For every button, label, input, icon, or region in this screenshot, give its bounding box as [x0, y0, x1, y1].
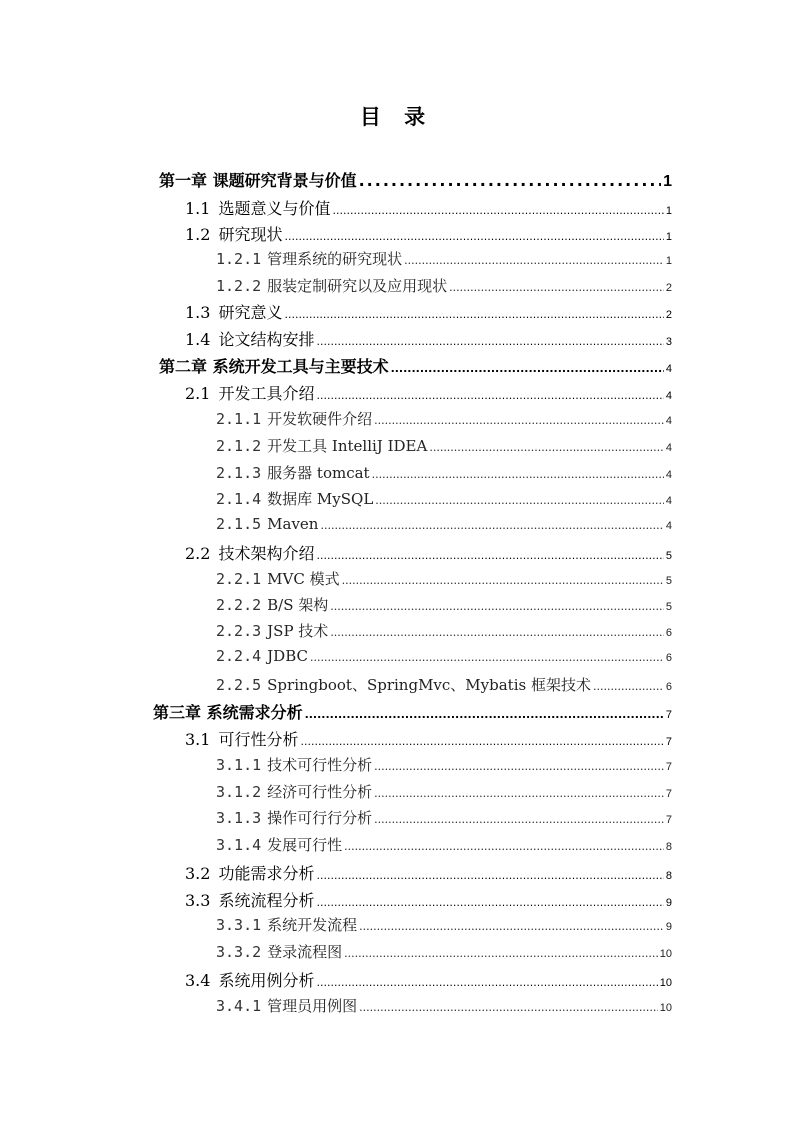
toc-page-number: 2: [665, 282, 672, 294]
toc-entry-label: [216, 594, 328, 615]
toc-subsection-entry[interactable]: [216, 488, 672, 509]
toc-entry-label: [185, 196, 330, 219]
toc-entry-title: 研究现状: [218, 225, 283, 244]
toc-entry-label: [216, 941, 342, 962]
toc-entry-number: 3.1.1: [216, 756, 262, 774]
toc-page-number: 9: [665, 921, 672, 933]
toc-entry-label: [216, 647, 308, 665]
toc-entry-title: 开发工具 IntelliJ IDEA: [267, 437, 428, 455]
toc-page-number: 1: [663, 173, 672, 190]
toc-entry-title: MVC 模式: [267, 570, 340, 588]
toc-entry-title: 第三章 系统需求分析: [153, 703, 303, 722]
toc-entry-number: 1.3: [185, 303, 211, 322]
toc-chapter-entry[interactable]: [159, 354, 672, 377]
toc-entry-number: 2.1: [185, 384, 211, 403]
toc-entry-label: [216, 995, 357, 1016]
toc-entry-title: 研究意义: [218, 303, 283, 322]
toc-entry-number: 3.3: [185, 891, 211, 910]
toc-page-number: 1: [665, 231, 672, 243]
toc-subsection-entry[interactable]: [216, 674, 672, 695]
toc-leader-dots: [330, 626, 664, 639]
toc-entry-number: 3.1.4: [216, 836, 262, 854]
toc-entry-label: [159, 168, 357, 191]
toc-entry-label: [185, 300, 282, 323]
toc-entry-label: [185, 968, 314, 991]
toc-entry-title: 服装定制研究以及应用现状: [267, 277, 448, 295]
toc-page-number: 7: [665, 814, 672, 826]
toc-entry-label: [216, 674, 591, 695]
toc-section-entry[interactable]: [185, 968, 672, 991]
toc-leader-dots: [344, 947, 658, 960]
toc-entry-number: 2.2.5: [216, 676, 262, 694]
toc-entry-title: 登录流程图: [267, 943, 343, 961]
toc-entry-title: 操作可行行分析: [267, 809, 373, 827]
toc-subsection-entry[interactable]: [216, 647, 672, 665]
toc-leader-dots: [404, 254, 664, 267]
toc-page-number: 1: [665, 205, 672, 217]
toc-leader-dots: [342, 574, 664, 587]
toc-entry-title: B/S 架构: [267, 596, 329, 614]
toc-section-entry[interactable]: [185, 381, 672, 404]
toc-chapter-entry[interactable]: [159, 168, 672, 191]
toc-leader-dots: [375, 494, 664, 507]
toc-entry-title: 第一章 课题研究背景与价值: [159, 171, 357, 190]
toc-subsection-entry[interactable]: [216, 781, 672, 802]
toc-entry-title: 系统用例分析: [218, 971, 315, 990]
toc-leader-dots: [284, 230, 663, 243]
toc-entry-number: 1.2.2: [216, 277, 262, 295]
toc-subsection-entry[interactable]: [216, 248, 672, 269]
toc-entry-title: 选题意义与价值: [218, 199, 331, 218]
toc-leader-dots: [300, 735, 663, 748]
toc-entry-label: [216, 568, 340, 589]
toc-entry-label: [185, 381, 314, 404]
toc-entry-title: JSP 技术: [267, 622, 329, 640]
toc-page-number: 5: [665, 550, 672, 562]
toc-subsection-entry[interactable]: [216, 462, 672, 483]
toc-entry-number: 1.2: [185, 225, 211, 244]
toc-entry-number: 3.3.1: [216, 916, 262, 934]
toc-leader-dots: [449, 281, 664, 294]
toc-entry-number: 3.1.2: [216, 783, 262, 801]
toc-entry-number: 3.3.2: [216, 943, 262, 961]
toc-leader-dots: [284, 308, 663, 321]
toc-entry-number: 3.1.3: [216, 809, 262, 827]
toc-page-number: 2: [665, 309, 672, 321]
toc-section-entry[interactable]: [185, 888, 672, 911]
toc-leader-dots: [316, 896, 663, 909]
toc-page-number: 4: [665, 415, 672, 427]
toc-entry-label: [185, 861, 314, 884]
toc-entry-label: [216, 462, 370, 483]
toc-subsection-entry[interactable]: [216, 620, 672, 641]
toc-entry-number: 2.2: [185, 544, 211, 563]
toc-page-number: 6: [665, 681, 672, 693]
toc-entry-title: 开发工具介绍: [218, 384, 315, 403]
toc-subsection-entry[interactable]: [216, 515, 672, 533]
toc-leader-dots: [316, 389, 663, 402]
toc-entry-number: 2.1.3: [216, 464, 262, 482]
toc-entry-title: 发展可行性: [267, 836, 343, 854]
toc-page-number: 7: [665, 736, 672, 748]
toc-entry-label: [185, 222, 282, 245]
toc-section-entry[interactable]: [185, 222, 672, 245]
toc-entry-title: 论文结构安排: [218, 330, 315, 349]
toc-entry-title: 服务器 tomcat: [267, 464, 370, 482]
toc-subsection-entry[interactable]: [216, 275, 672, 296]
toc-entry-title: Springboot、SpringMvc、Mybatis 框架技术: [267, 676, 591, 694]
toc-leader-dots: [391, 362, 664, 375]
toc-entry-title: 第二章 系统开发工具与主要技术: [159, 357, 389, 376]
toc-subsection-entry[interactable]: [216, 754, 672, 775]
toc-entry-title: 开发软硬件介绍: [267, 410, 373, 428]
toc-entry-number: 2.1.5: [216, 515, 262, 533]
toc-entry-title: 经济可行性分析: [267, 783, 373, 801]
toc-entry-number: 1.2.1: [216, 250, 262, 268]
toc-leader-dots: [316, 335, 663, 348]
toc-leader-dots: [374, 760, 664, 773]
toc-entry-label: [216, 914, 357, 935]
toc-page-number: 7: [665, 788, 672, 800]
toc-entry-label: [216, 275, 447, 296]
toc-entry-label: [216, 781, 372, 802]
toc-entry-title: 数据库 MySQL: [267, 490, 374, 508]
toc-subsection-entry[interactable]: [216, 995, 672, 1016]
toc-subsection-entry[interactable]: [216, 408, 672, 429]
toc-leader-dots: [332, 204, 663, 217]
toc-leader-dots: [316, 976, 657, 989]
toc-section-entry[interactable]: [185, 300, 672, 323]
toc-entry-label: [216, 834, 342, 855]
toc-entry-title: 系统开发流程: [267, 916, 358, 934]
toc-page-number: 9: [665, 897, 672, 909]
toc-page-number: 5: [665, 575, 672, 587]
toc-leader-dots: [330, 600, 664, 613]
toc-page-number: 6: [665, 627, 672, 639]
toc-page-number: 4: [665, 495, 672, 507]
toc-entry-number: 1.4: [185, 330, 211, 349]
toc-entry-label: [216, 408, 372, 429]
toc-entry-title: 技术架构介绍: [218, 544, 315, 563]
toc-leader-dots: [429, 441, 664, 454]
toc-entry-title: JDBC: [267, 647, 308, 665]
toc-section-entry[interactable]: [185, 196, 672, 219]
toc-subsection-entry[interactable]: [216, 834, 672, 855]
toc-leader-dots: [359, 1001, 658, 1014]
toc-leader-dots: [372, 468, 664, 481]
toc-entry-label: [153, 700, 303, 723]
toc-page-number: 10: [659, 977, 672, 989]
toc-entry-number: 2.2.2: [216, 596, 262, 614]
toc-entry-number: 2.2.1: [216, 570, 262, 588]
toc-chapter-entry[interactable]: [153, 700, 672, 723]
toc-entry-title: 技术可行性分析: [267, 756, 373, 774]
toc-page-number: 4: [665, 390, 672, 402]
toc-page-number: 8: [665, 841, 672, 853]
toc-entry-number: 3.2: [185, 864, 211, 883]
toc-entry-label: [216, 435, 427, 456]
toc-page-number: 7: [665, 761, 672, 773]
toc-page-number: 8: [665, 870, 672, 882]
toc-entry-label: [216, 620, 328, 641]
toc-section-entry[interactable]: [185, 861, 672, 884]
toc-leader-dots: [374, 813, 664, 826]
toc-leader-dots: [593, 680, 664, 693]
toc-subsection-entry[interactable]: [216, 594, 672, 615]
toc-leader-dots: [374, 787, 664, 800]
toc-page-number: 3: [665, 336, 672, 348]
toc-section-entry[interactable]: [185, 727, 672, 750]
toc-entry-label: [216, 248, 402, 269]
toc-leader-dots: [305, 708, 664, 721]
toc-leader-dots: [359, 171, 662, 190]
toc-page-number: 4: [665, 363, 672, 375]
toc-leader-dots: [359, 920, 664, 933]
toc-page-number: 6: [665, 652, 672, 664]
toc-entry-number: 2.2.3: [216, 622, 262, 640]
page-title: 目 录: [359, 105, 434, 129]
toc-entry-number: 2.1.4: [216, 490, 262, 508]
toc-entry-title: 管理系统的研究现状: [267, 250, 403, 268]
toc-entry-number: 1.1: [185, 199, 211, 218]
toc-entry-number: 3.4.1: [216, 997, 262, 1015]
toc-leader-dots: [320, 519, 663, 532]
toc-page-number: 7: [665, 709, 672, 721]
toc-page-number: 5: [665, 601, 672, 613]
toc-entry-number: 2.1.1: [216, 410, 262, 428]
toc-entry-number: 3.1: [185, 730, 211, 749]
toc-subsection-entry[interactable]: [216, 914, 672, 935]
toc-page-number: 4: [665, 520, 672, 532]
toc-entry-title: 系统流程分析: [218, 891, 315, 910]
toc-leader-dots: [310, 651, 664, 664]
toc-entry-title: 功能需求分析: [218, 864, 315, 883]
toc-page-number: 4: [665, 442, 672, 454]
toc-entry-number: 2.1.2: [216, 437, 262, 455]
toc-entry-title: 管理员用例图: [267, 997, 358, 1015]
toc-leader-dots: [374, 414, 664, 427]
toc-entry-label: [185, 541, 314, 564]
toc-entry-number: 3.4: [185, 971, 211, 990]
toc-page-number: 10: [659, 1002, 672, 1014]
toc-section-entry[interactable]: [185, 541, 672, 564]
toc-leader-dots: [316, 869, 663, 882]
toc-entry-label: [185, 727, 298, 750]
toc-entry-label: [216, 488, 373, 509]
toc-entry-label: [185, 888, 314, 911]
toc-entry-label: [216, 515, 318, 533]
toc-leader-dots: [316, 549, 663, 562]
toc-page-number: 1: [665, 255, 672, 267]
toc-entry-label: [216, 754, 372, 775]
toc-subsection-entry[interactable]: [216, 807, 672, 828]
toc-section-entry[interactable]: [185, 327, 672, 350]
toc-entry-title: Maven: [267, 515, 319, 533]
toc-entry-number: 2.2.4: [216, 647, 262, 665]
toc-subsection-entry[interactable]: [216, 568, 672, 589]
toc-page-number: 4: [665, 469, 672, 481]
toc-subsection-entry[interactable]: [216, 941, 672, 962]
toc-page-number: 10: [659, 948, 672, 960]
toc-entry-title: 可行性分析: [218, 730, 299, 749]
toc-entry-label: [216, 807, 372, 828]
toc-leader-dots: [344, 840, 664, 853]
toc-entry-label: [185, 327, 314, 350]
toc-entry-label: [159, 354, 389, 377]
toc-subsection-entry[interactable]: [216, 435, 672, 456]
